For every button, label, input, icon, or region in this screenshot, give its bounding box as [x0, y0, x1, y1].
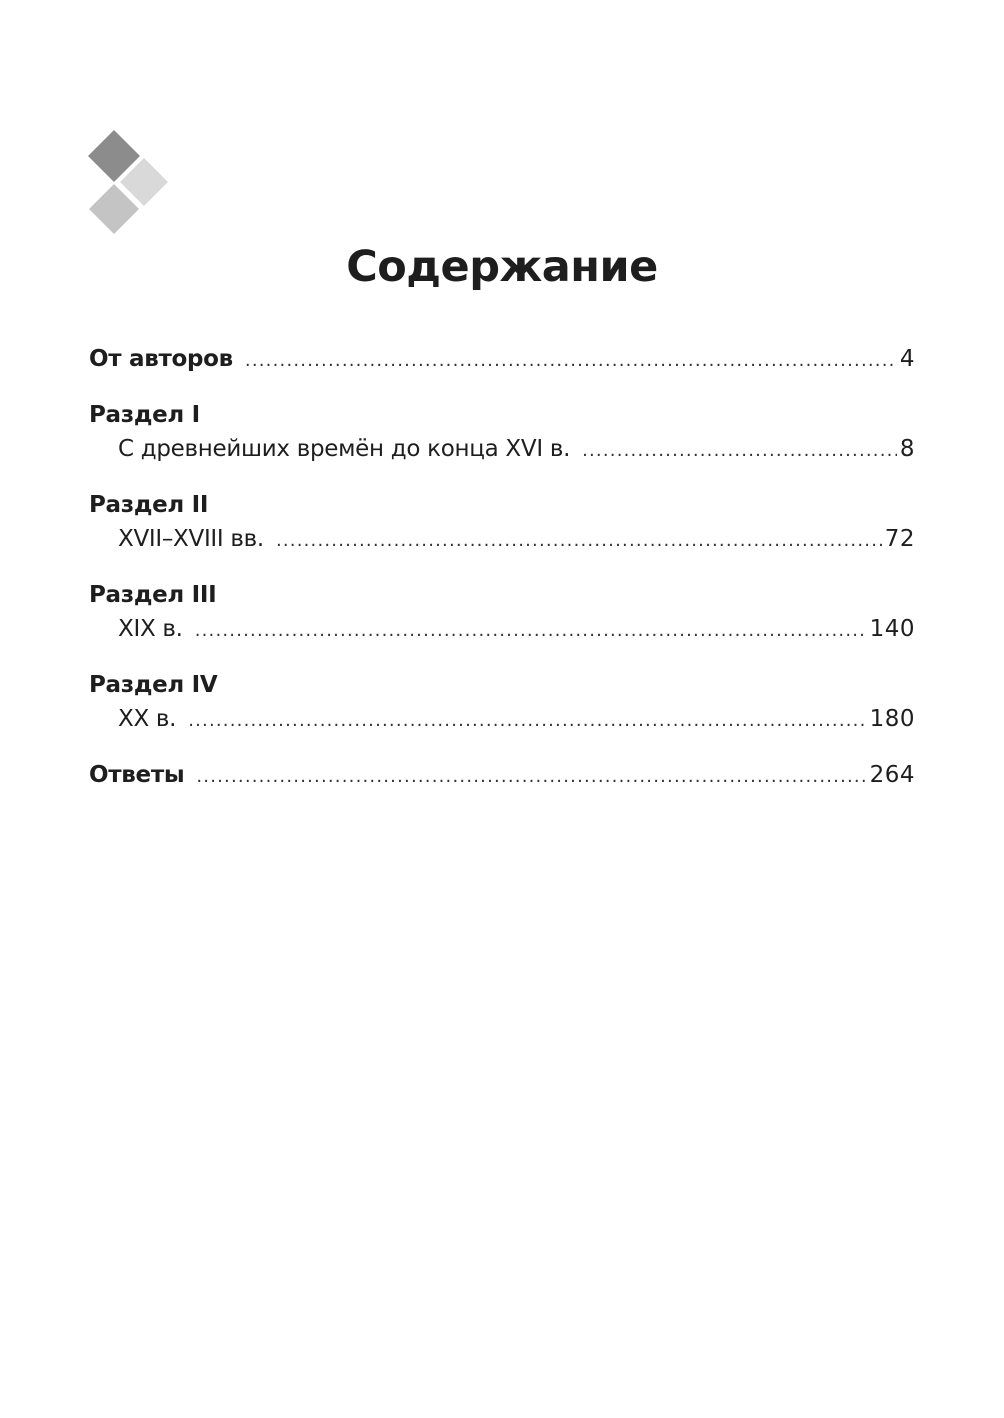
toc-entry-label: С древнейших времён до конца XVI в.: [118, 436, 571, 462]
toc-page-number: 180: [869, 706, 915, 732]
diamond-cluster-logo-icon: [86, 128, 172, 236]
toc-page-number: 264: [869, 762, 915, 788]
dot-leader: [196, 760, 866, 792]
toc-entry-label: XVII–XVIII вв.: [118, 526, 264, 552]
section-heading: Раздел II: [89, 492, 209, 518]
toc-page-number: 8: [899, 436, 915, 462]
toc-entry-label: XIX в.: [118, 616, 183, 642]
dot-leader: [276, 524, 882, 556]
section-heading: Раздел III: [89, 582, 217, 608]
toc-page-number: 140: [869, 616, 915, 642]
spacer: [89, 736, 915, 758]
toc-entry-section-2[interactable]: [89, 522, 915, 556]
toc-entry-authors[interactable]: [89, 342, 915, 376]
toc-entry-label: От авторов: [89, 346, 233, 372]
toc-entry-label: XX в.: [118, 706, 177, 732]
toc-entry-label: Ответы: [89, 762, 185, 788]
dot-leader: [188, 704, 866, 736]
dot-leader: [245, 344, 897, 376]
dot-leader: [582, 434, 897, 466]
section-heading: Раздел IV: [89, 672, 218, 698]
section-heading: Раздел I: [89, 402, 200, 428]
toc-page-number: 72: [884, 526, 915, 552]
toc-entry-section-1[interactable]: [89, 432, 915, 466]
spacer: [89, 466, 915, 488]
page-title: Содержание: [346, 242, 658, 292]
dot-leader: [195, 614, 867, 646]
toc-entry-answers[interactable]: [89, 758, 915, 792]
spacer: [89, 556, 915, 578]
spacer: [89, 376, 915, 398]
toc-entry-section-3[interactable]: [89, 612, 915, 646]
toc-page-number: 4: [899, 346, 915, 372]
table-of-contents: [89, 342, 915, 792]
spacer: [89, 646, 915, 668]
toc-entry-section-4[interactable]: [89, 702, 915, 736]
